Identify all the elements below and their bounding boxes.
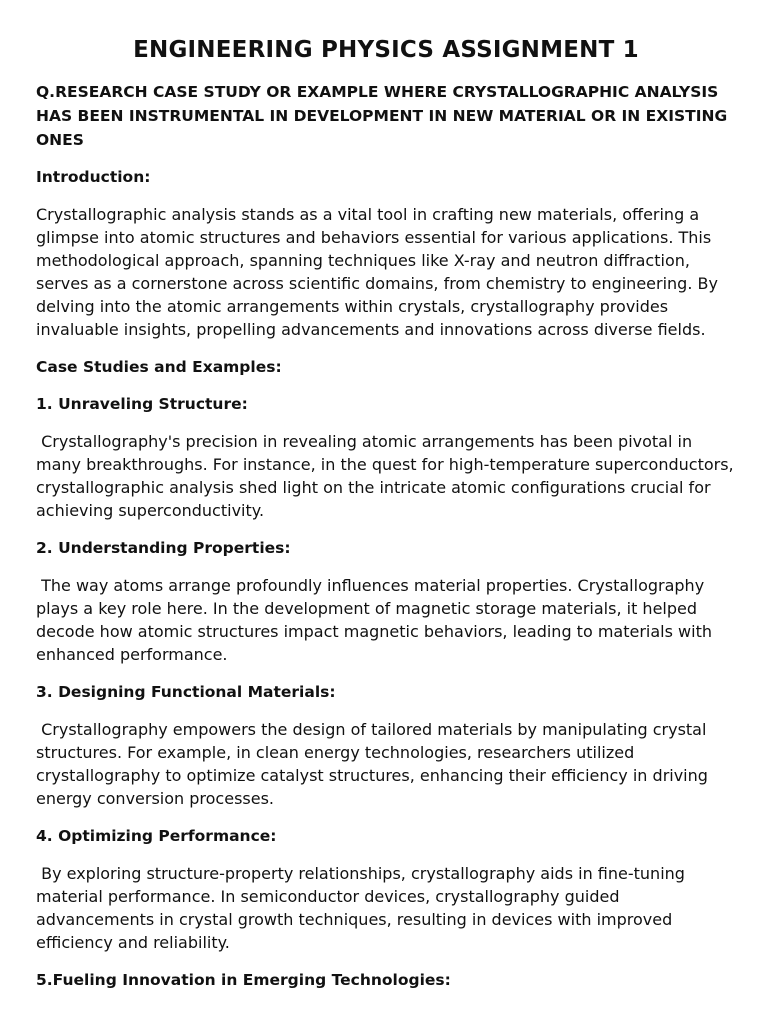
introduction-paragraph: Crystallographic analysis stands as a vital tool in crafting new materials, offering a glimpse into atomic structures and behaviors essential for various applications. This methodological approach, spanning techniques like X-ray and neutron diffraction, serves as a cornerstone across scientific domains, from chemistry to engineering. By delving into the atomic arrangements within crystals, crystallography provides invaluable insights, propelling advancements and innovations across diverse fields. [36,205,724,339]
document-page [36,34,739,1006]
section-heading-designing-functional-materials: 3. Designing Functional Materials: [36,683,336,701]
section-paragraph-optimizing-performance: By exploring structure-property relationships, crystallography aids in fine-tuning material performance. In semiconductor devices, crystallography guided advancements in crystal growth techniques, resulting in devices with improved efficiency and reliability. [36,864,691,952]
introduction-heading: Introduction: [36,168,151,186]
section-paragraph-designing-functional-materials: Crystallography empowers the design of tailored materials by manipulating crystal structures. For example, in clean energy technologies, researchers utilized crystallography to optimize catalyst structures, enhancing their efficiency in driving energy conversion processes. [36,720,714,808]
section-heading-fueling-innovation: 5.Fueling Innovation in Emerging Technologies: [36,971,451,989]
section-heading-understanding-properties: 2. Understanding Properties: [36,539,291,557]
document-title: ENGINEERING PHYSICS ASSIGNMENT 1 [133,37,639,63]
question-text: Q.RESEARCH CASE STUDY OR EXAMPLE WHERE CRYSTALLOGRAPHIC ANALYSIS HAS BEEN INSTRUMENTAL IN DEVELOPMENT IN NEW MATERIAL OR IN EXISTING ONES [36,83,728,149]
section-heading-unraveling-structure: 1. Unraveling Structure: [36,395,248,413]
section-paragraph-understanding-properties: The way atoms arrange profoundly influences material properties. Crystallography plays a key role here. In the development of magnetic storage materials, it helped decode how atomic structures impact magnetic behaviors, leading to materials with enhanced performance. [36,576,718,664]
section-heading-optimizing-performance: 4. Optimizing Performance: [36,827,277,845]
case-studies-heading: Case Studies and Examples: [36,358,282,376]
section-paragraph-unraveling-structure: Crystallography's precision in revealing atomic arrangements has been pivotal in many breakthroughs. For instance, in the quest for high-temperature superconductors, crystallographic analysis shed light on the intricate atomic configurations crucial for achieving superconductivity. [36,432,739,520]
